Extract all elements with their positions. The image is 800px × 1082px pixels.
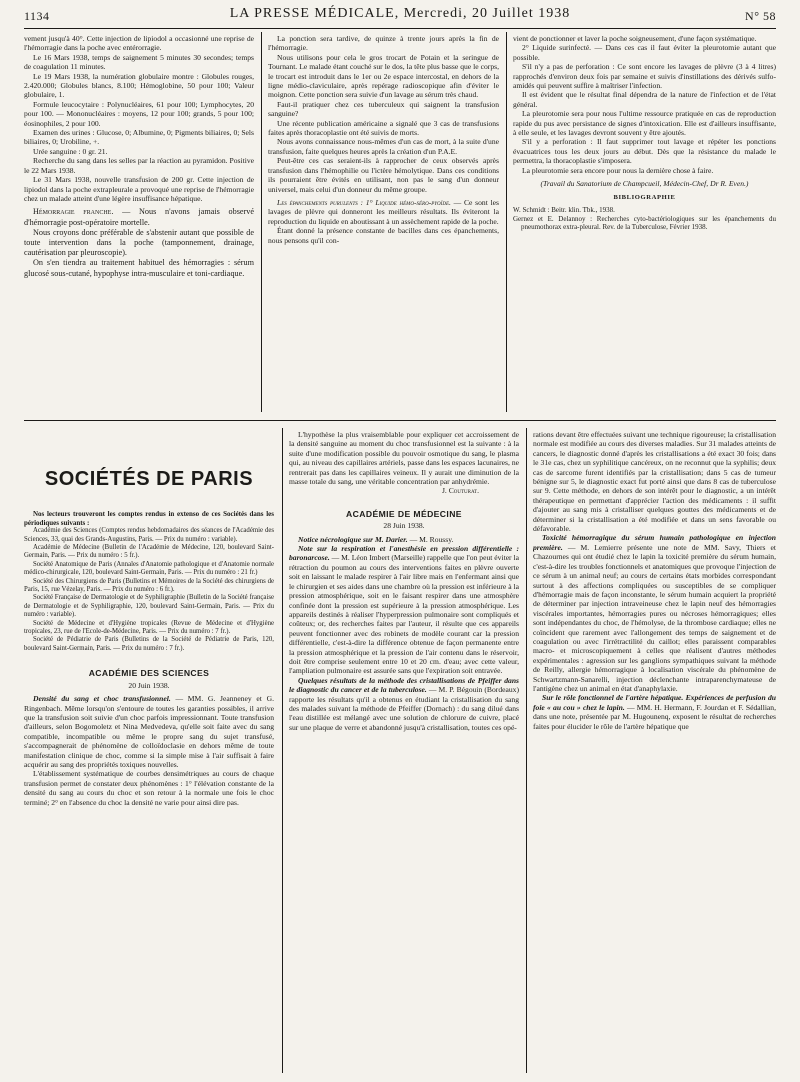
society-entry: Société des Chirurgiens de Paris (Bulletins et Mémoires de la Société des chirurgiens de Paris, 15, rue Vézelay, Paris. — Prix du numéro : 6 fr.). xyxy=(24,577,274,594)
header-rule xyxy=(24,28,776,29)
page-number: 1134 xyxy=(24,9,50,23)
bibliography-entry: Gernez et E. Delannoy : Recherches cyto-bactériologiques sur les épanchements du pneumothorax extra-pleural. Rev. de la Tuberculose, Février 1938. xyxy=(513,214,776,232)
section-heading: ACADÉMIE DE MÉDECINE xyxy=(346,508,462,519)
paragraph: Nous utilisons pour cela le gros trocart de Potain et la seringue de Tournant. Le malade étant couché sur le dos, la tête plus basse que le corps, le trocart est introduit dans le 1er ou 2e espace intercostal, en dehors de la ligne médio-claviculaire, après repérage radioscopique afin d'éviter le moignon. Cette ponction sera suivie d'un lavage au sérum très chaud. xyxy=(268,52,499,100)
society-entry: Société Anatomique de Paris (Annales d'Anatomie pathologique et d'Anatomie normale médico-chirurgicale, 120, boulevard Saint-Germain, Paris. — Prix du numéro : 21 fr.) xyxy=(24,560,274,577)
bibliography-entry: W. Schmidt : Beitr. klin. Tbk., 1938. xyxy=(513,205,615,214)
paragraph: Les épanchements purulents : 1° Liquide hémo-séro-pyoïde. — Ce sont les lavages de plèvre qui donneront les meilleurs résultats. Ils éviteront la reproduction du liquide en aboutissant à un assèchement rapide de la poche. xyxy=(268,197,499,226)
society-entry: Académie de Médecine (Bulletin de l'Académie de Médecine, 120, boulevard Saint-Germain, Paris. — Prix du numéro : 5 fr.). xyxy=(24,544,274,560)
paragraph: La pleurotomie sera pour nous l'ultime ressource pratiquée en cas de reproduction rapide du pus avec persistance de signes d'intoxication. Elle est d'ailleurs insuffisante, à elle seule, et les lavages devront souvent y être ajoutés. xyxy=(513,109,776,138)
column-rule xyxy=(282,428,283,1073)
paragraph: Peut-être ces cas seraient-ils à rapprocher de ceux observés après transfusion dans l'hémophilie ou l'ictère hémolytique. Dans ces conditions ils pourraient être évités en utilisant, non pas le sang d'un donneur universel, mais celui d'un donneur du même groupe. xyxy=(268,156,499,194)
bibliography xyxy=(513,206,776,232)
paragraph: 2° Liquide surinfecté. — Dans ces cas il faut éviter la pleurotomie autant que possible. xyxy=(513,43,776,62)
paragraph: La pleurotomie sera encore pour nous la dernière chose à faire. xyxy=(522,165,714,175)
column-rule xyxy=(526,428,527,1073)
paragraph: Nous avons connaissance nous-mêmes d'un cas de mort, à la suite d'une transfusion, faite quelques heures après la création d'un P.A.E. xyxy=(268,137,499,156)
paragraph: Densité du sang et choc transfusionnel. — MM. G. Jeanneney et G. Ringenbach. Même lorsqu'on s'entoure de toutes les garanties possibles, il arrive que la transfusion soit suivie d'un choc parfois impressionnant. Toute transfusion d'ailleurs, selon Bogomoletz et Nina Medvedeva, qu'elle soit faite avec du sang compatible, incompatible ou même le propre sang du sujet transfusé, s'accompagnerait de phénomène de colloïdoclasie en dehors même de toute manifestation clinique de choc, comme si la simple mise à l'air suffisait à faire acquérir au sang des propriétés toxiques nouvelles. xyxy=(24,694,274,769)
issue-number: N° 58 xyxy=(745,9,776,23)
paragraph: Le 19 Mars 1938, la numération globulaire montre : Globules rouges, 2.420.000; Globules blancs, 8.100; Hémoglobine, 50 pour 100; Valeur globulaire, 1. xyxy=(24,71,254,100)
paragraph: Urée sanguine : 0 gr. 21. xyxy=(33,146,108,156)
top-column-1 xyxy=(24,34,254,412)
paragraph: Formule leucocytaire : Polynucléaires, 61 pour 100; Lymphocytes, 20 pour 100. — Mononucléaires : moyens, 12 pour 100; grands, 5 pour 100; éosinophiles, 2 pour 100. xyxy=(24,99,254,128)
paragraph: Note sur la respiration et l'anesthésie en pression différentielle : baronarcose. — M. Léon Imbert (Marseille) rappelle que l'on peut éviter la rétraction du poumon au cours des interventions faites en plèvre ouverte soit en laissant le malade respirer à l'air libre mais en l'enfermant ainsi que le chirurgien et ses aides dans une chambre où la pression est inférieure à la pression atmosphérique, soit en le faisant respirer dans une atmosphère confinée dont la pression est supérieure à la pression atmosphérique. Les appareils destinés à réaliser l'hyperpression pulmonaire sont compliqués et coûteux; or, des recherches faites par l'auteur, il résulte que ces appareils peuvent fonctionner avec des robinets de modèle courant car la pression différentielle, c'est-à-dire la différence obtenue de façon permanente entre la pression atmosphérique et la pression de l'air contenu dans le réservoir, doit être comprise seulement entre 10 et 20 cm. d'eau; avec cette valeur, l'ampliation pulmonaire est assurée sans que l'expiration soit entravée. xyxy=(289,544,519,676)
article-title: Sur le rôle fonctionnel de l'artère hépatique. Expériences de perfusion du foie « au cou » chez le lapin. xyxy=(533,693,776,712)
paragraph: Le 31 Mars 1938, nouvelle transfusion de 200 gr. Cette injection de lipiodol dans la poche extrapleurale a provoqué une reprise de l'hémorragie chez un malade atteint d'une légère insuffisance hépatique. xyxy=(24,175,254,203)
paragraph: Examen des urines : Glucose, 0; Albumine, 0; Pigments biliaires, 0; Sels biliaires, 0; Urobiline, +. xyxy=(24,128,254,147)
section-date: 20 Juin 1938. xyxy=(128,680,170,690)
bottom-column-1 xyxy=(24,430,274,1070)
signature: J. Couturat. xyxy=(441,486,479,496)
society-entry: Académie des Sciences (Comptes rendus hebdomadaires des séances de l'Académie des Sciences, 33, quai des Grands-Augustins, Paris. — Prix du numéro : variable). xyxy=(24,527,274,543)
article-title: Notice nécrologique sur M. Darier. xyxy=(298,534,408,544)
society-entry: Société Française de Dermatologie et de Syphiligraphie (Bulletin de la Société française de Dermatologie et de Syphiligraphie, 120, boulevard Saint-Germain, Paris. — Prix du numéro : variable). xyxy=(24,594,274,619)
paragraph: vement jusqu'à 40°. Cette injection de lipiodol a occasionné une reprise de l'hémorragie dans la poche avec entérorragie. xyxy=(24,34,254,53)
paragraph: Toxicité hémorragique du sérum humain pathologique en injection première. — M. Lemierre présente une note de MM. Savy, Thiers et Chazournes qui ont étudié chez le lapin la toxicité première du sérum humain, c'est-à-dire les troubles fonctionnels et anatomiques que provoque l'injection de ce sérum à un animal neuf; au cours de certains états morbides correspondant surtout à des affections compliquées ou susceptibles de se compliquer d'hémorragie mais de façon inconstante, le sérum humain acquiert la propriété de déterminer par injection intraveineuse chez le lapin neuf des hémorragies viscérales importantes, hémorragies pures ou nécroses hémorragiques; elles sont indépendantes du choc, de l'hémolyse, de la thrombose cardiaque; elles ne coïncident que rarement avec l'allongement des temps de saignement et de coagulation ou avec l'irrétractilité du caillot; elles paraissent comparables macro- et microscopiquement à celles que réalisent d'autres méthodes expérimentales : agression sur les ganglions sympathiques suivant la méthode de Reilly, allergie hémorragique à localisation viscérale du phénomène de Schwartzmann-Sanarelli, injection déclenchante intraparenchymateuse de l'antigène chez un animal en état d'anaphylaxie. xyxy=(533,533,776,693)
paragraph: Faut-il pratiquer chez ces tuberculeux qui saignent la transfusion sanguine? xyxy=(268,99,499,119)
paragraph: Sur le rôle fonctionnel de l'artère hépatique. Expériences de perfusion du foie « au cou » chez le lapin. — MM. H. Hermann, F. Jourdan et F. Sédallian, dans une note, présentée par M. Hugounenq, exposent le résultat de recherches faites pour élucider le rôle de l'artère hépatique que xyxy=(533,693,776,731)
society-entry: Société de Médecine et d'Hygiène tropicales (Revue de Médecine et d'Hygiène tropicales, 23, rue de l'Ecole-de-Médecine, Paris. — Prix du numéro : 7 fr.). xyxy=(24,619,274,636)
paragraph: S'il n'y a pas de perforation : Ce sont encore les lavages de plèvre (3 à 4 litres) rapprochés d'environ deux fois par semaine et suivis d'instillations des dérivés sulfo-amidés qui peuvent suffire à maîtriser l'infection. xyxy=(513,62,776,91)
section-title: SOCIÉTÉS DE PARIS xyxy=(44,468,254,490)
section-date: 28 Juin 1938. xyxy=(383,521,425,531)
article-title: Note sur la respiration et l'anesthésie en pression différentielle : baronarcose. xyxy=(289,544,519,563)
subheading: Hémorragie franche. xyxy=(33,207,114,217)
paragraph: L'établissement systématique de courbes densimétriques au cours de chaque transfusion permet de constater deux phénomènes : 1° l'élévation constante de la densité du sang au cours du choc et son retour à la normale une fois le choc terminé; 2° en l'absence du choc la densité ne varie pour ainsi dire pas. xyxy=(24,769,274,807)
section-rule xyxy=(24,420,776,421)
bibliography-heading: BIBLIOGRAPHIE xyxy=(613,193,676,201)
page-header xyxy=(24,6,776,26)
paragraph: Le 16 Mars 1938, temps de saignement 5 minutes 30 secondes; temps de coagulation 11 minutes. xyxy=(24,52,254,72)
article-title: Densité du sang et choc transfusionnel. xyxy=(33,694,171,704)
paragraph: Recherche du sang dans les selles par la réaction au pyramidon. Positive le 22 Mars 1938. xyxy=(24,156,254,175)
top-column-3 xyxy=(513,34,776,412)
paragraph: Il est évident que le résultat final dépendra de la nature de l'infection et de l'état général. xyxy=(513,90,776,109)
paragraph: La ponction sera tardive, de quinze à trente jours après la fin de l'hémorragie. xyxy=(268,34,499,53)
journal-title: LA PRESSE MÉDICALE, Mercredi, 20 Juillet 1938 xyxy=(229,6,571,21)
paragraph: Étant donné la présence constante de bacilles dans ces épanchements, nous pensons qu'il con- xyxy=(268,226,499,245)
article-title: Quelques résultats de la méthode des cristallisations de Pfeiffer dans le diagnostic du cancer et de la tuberculose. xyxy=(289,675,519,695)
signature: (Travail du Sanatorium de Champcueil, Médecin-Chef, Dr R. Even.) xyxy=(540,179,749,189)
paragraph: On s'en tiendra au traitement habituel des hémorragies : sérum glucosé sous-cutané, hypophyse intra-musculaire et toni-cardiaque. xyxy=(24,258,254,278)
paragraph: Notice nécrologique sur M. Darier. — M. Roussy. xyxy=(298,534,454,544)
top-column-2 xyxy=(268,34,499,412)
society-entry: Société de Pédiatrie de Paris (Bulletins de la Société de Pédiatrie de Paris, 120, boulevard Saint-Germain, Paris. — Prix du numéro : 7 fr.). xyxy=(24,636,274,652)
paragraph: Quelques résultats de la méthode des cristallisations de Pfeiffer dans le diagnostic du cancer et de la tuberculose. — M. P. Bégouin (Bordeaux) rapporte les résultats qu'il a obtenus en étudiant la cristallisation du sang des malades suivant la méthode de Pfeiffer (Dornach) : du sang dilué dans l'eau distillée est mélangé avec une solution de chlorure de cuivre, placé sur une plaque de verre et abandonné jusqu'à cristallisation, toutes ces opé- xyxy=(289,675,519,732)
subheading: Les épanchements purulents : 1° Liquide hémo-séro-pyoïde. xyxy=(277,197,451,207)
column-rule xyxy=(261,32,262,412)
paragraph: Nous croyons donc préférable de s'abstenir autant que possible de toute intervention dans la poche (tamponnement, drainage, cautérisation par pleuroscopie). xyxy=(24,227,254,258)
section-heading: ACADÉMIE DES SCIENCES xyxy=(88,668,210,679)
article-title: Toxicité hémorragique du sérum humain pathologique en injection première. xyxy=(533,533,776,552)
paragraph: Hémorragie franche. — Nous n'avons jamais observé d'hémorragie post-opératoire mortelle. xyxy=(24,207,254,227)
bottom-column-3 xyxy=(533,430,776,1070)
bottom-column-2 xyxy=(289,430,519,1070)
paragraph: vient de ponctionner et laver la poche soigneusement, d'une façon systématique. xyxy=(513,34,757,43)
paragraph: rations devant être effectuées suivant une technique rigoureuse; la cristallisation normale est modifiée au cours des diverses maladies. Sur 31 malades atteints de cancers, le diagnostic donné d'après les cristallisations a été exact 30 fois; dans le 31e cas, chez un syphilitique cancéreux, on ne reconnut que la syphilis; deux cas de sarcome furent identifiés par la cristallisation; dans 5 cas de tumeur bénigne sur 5, le diagnostic exact fut porté ainsi que dans 8 cas de tuberculose sur 9. Cette méthode, en dehors de son intérêt pour le diagnostic, a un intérêt thérapeutique en permettant d'apprécier l'action des médicaments : il suffit d'ajouter au sang mis à cristalliser quelques gouttes des médicaments et de déterminer si la cristallisation a été modifiée et dans un sens favorable ou défavorable. xyxy=(533,430,776,534)
paragraph: S'il y a perforation : Il faut supprimer tout lavage et répéter les ponctions évacuatrices tous les deux jours au début. Dès que la résistance du malade le permettra, la thoracoplastie s'imposera. xyxy=(513,137,776,166)
paragraph: L'hypothèse la plus vraisemblable pour expliquer cet accroissement de la densité sanguine au moment du choc transfusionnel est la suivante : à la suite d'une modification possible du pouvoir osmotique du sang, le plasma qui, au niveau des capillaires artériels, passe dans les espaces lacunaires, ne rentrerait pas dans les capillaires veineux. Il y aurait une diminution de la masse totale du sang, une véritable concentration par anhydrémie. xyxy=(289,430,519,487)
column-rule xyxy=(506,32,507,412)
paragraph: Une récente publication américaine a signalé que 3 cas de transfusions faites après thoracoplastie ont été suivis de morts. xyxy=(268,118,499,138)
intro: Nos lecteurs trouveront les comptes rendus in extenso de ces Sociétés dans les périodiques suivants : xyxy=(24,510,274,527)
